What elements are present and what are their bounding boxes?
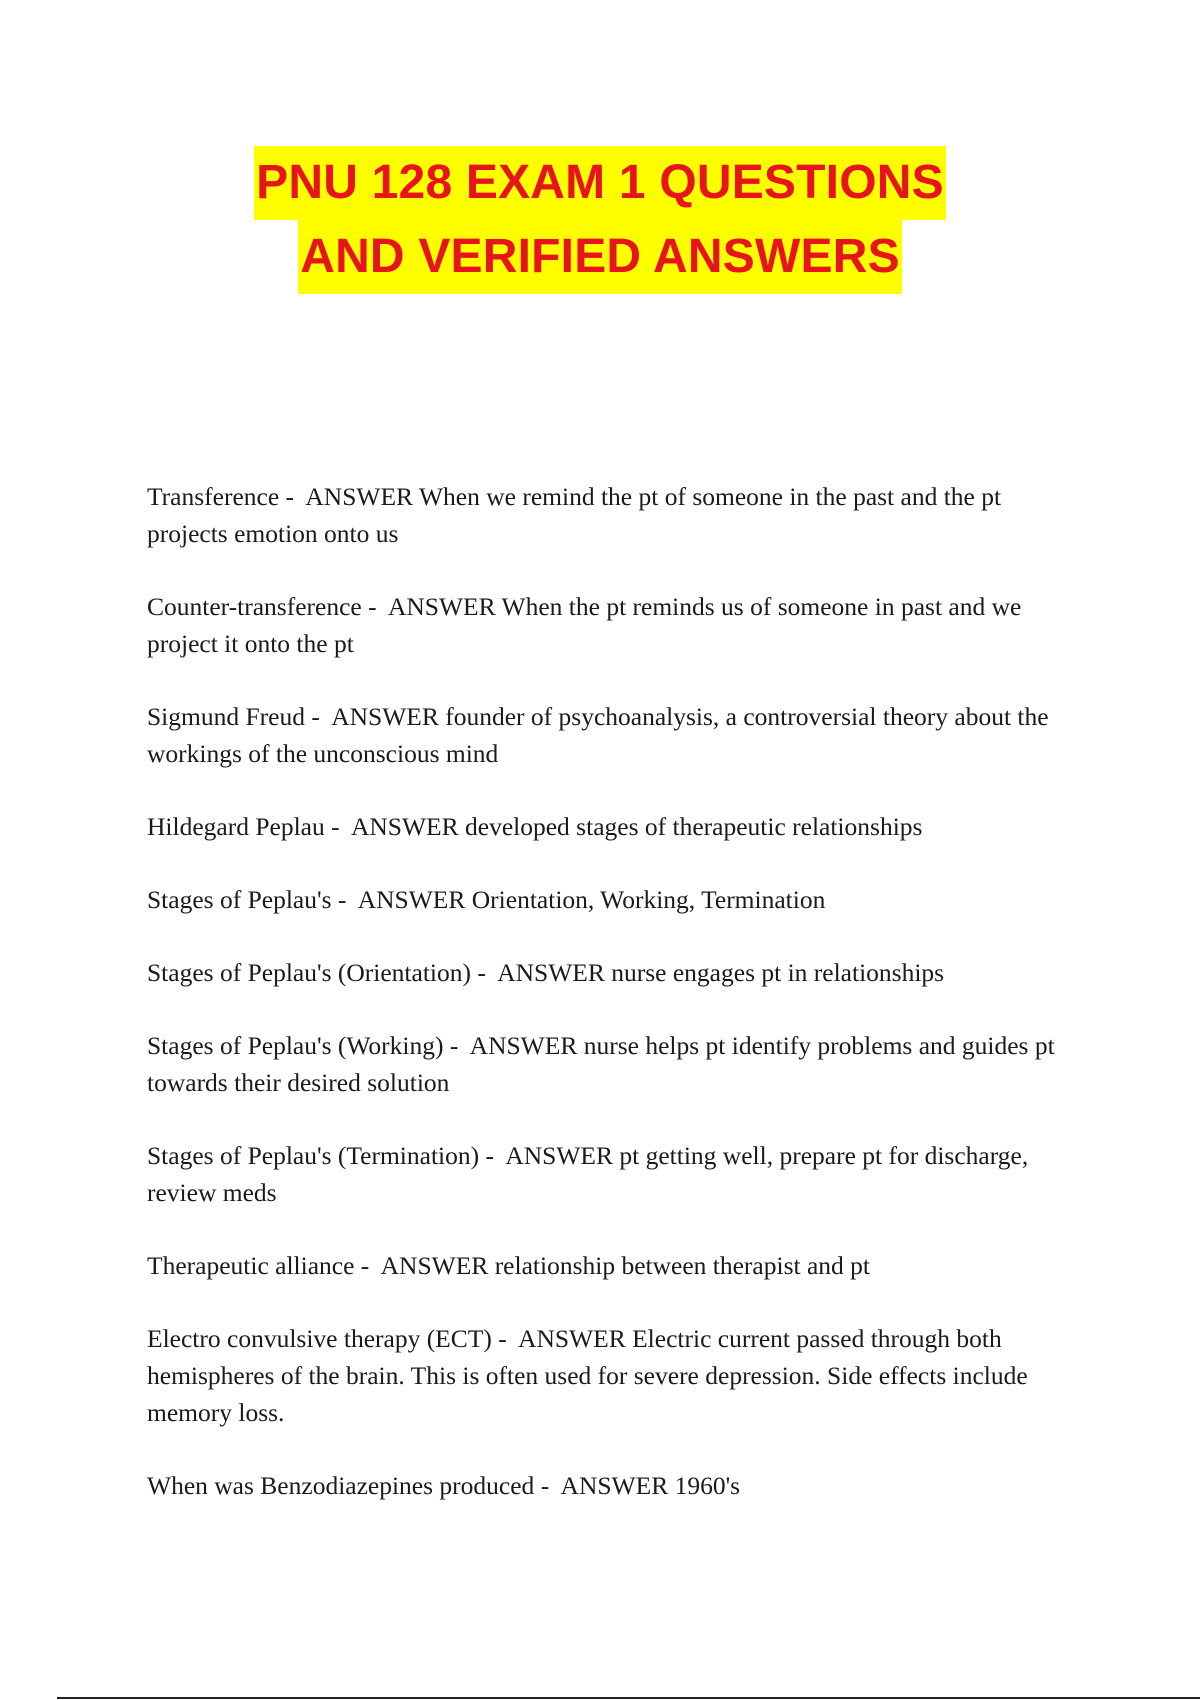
qa-item bbox=[147, 478, 1067, 552]
qa-term: Stages of Peplau's (Termination) - bbox=[147, 1141, 505, 1170]
qa-answer: pt getting well, prepare pt for discharge, review meds bbox=[147, 1141, 1029, 1207]
answer-label: ANSWER bbox=[350, 812, 459, 841]
qa-item bbox=[147, 1247, 1067, 1284]
title-line-1: PNU 128 EXAM 1 QUESTIONS bbox=[254, 146, 946, 220]
answer-label: ANSWER bbox=[518, 1324, 626, 1353]
qa-answer: nurse engages pt in relationships bbox=[611, 958, 945, 987]
qa-term: Hildegard Peplau - bbox=[147, 812, 351, 841]
qa-list bbox=[147, 478, 1067, 1540]
qa-item bbox=[147, 1320, 1067, 1431]
qa-answer: nurse helps pt identify problems and guides pt towards their desired solution bbox=[147, 1031, 1055, 1097]
answer-label: ANSWER bbox=[560, 1471, 669, 1500]
qa-term: Electro convulsive therapy (ECT) - bbox=[147, 1324, 518, 1353]
qa-answer: 1960's bbox=[674, 1471, 741, 1500]
qa-item bbox=[147, 588, 1067, 662]
qa-item bbox=[147, 881, 1067, 918]
title-line-2: AND VERIFIED ANSWERS bbox=[298, 220, 902, 294]
qa-item bbox=[147, 808, 1067, 845]
qa-item bbox=[147, 1467, 1067, 1504]
answer-label: ANSWER bbox=[469, 1031, 578, 1060]
qa-item bbox=[147, 1137, 1067, 1211]
qa-answer: When the pt reminds us of someone in past and we project it onto the pt bbox=[147, 592, 1022, 658]
answer-label: ANSWER bbox=[505, 1141, 614, 1170]
qa-term: Stages of Peplau's - bbox=[147, 885, 358, 914]
qa-term: Sigmund Freud - bbox=[147, 702, 331, 731]
qa-item bbox=[147, 1027, 1067, 1101]
answer-label: ANSWER bbox=[497, 958, 605, 987]
qa-item bbox=[147, 954, 1067, 991]
answer-label: ANSWER bbox=[331, 702, 439, 731]
footer-divider bbox=[57, 1697, 1200, 1699]
document-title bbox=[0, 146, 1200, 294]
qa-term: Counter-transference - bbox=[147, 592, 388, 621]
qa-answer: relationship between therapist and pt bbox=[494, 1251, 870, 1280]
answer-label: ANSWER bbox=[380, 1251, 489, 1280]
qa-answer: developed stages of therapeutic relationships bbox=[465, 812, 923, 841]
answer-label: ANSWER bbox=[357, 885, 466, 914]
answer-label: ANSWER bbox=[387, 592, 496, 621]
qa-answer: founder of psychoanalysis, a controversial theory about the workings of the unconscious mind bbox=[147, 702, 1049, 768]
qa-term: Stages of Peplau's (Orientation) - bbox=[147, 958, 497, 987]
qa-answer: Electric current passed through both hemispheres of the brain. This is often used for severe depression. Side effects include memory loss. bbox=[147, 1324, 1028, 1427]
qa-answer: When we remind the pt of someone in the past and the pt projects emotion onto us bbox=[147, 482, 1002, 548]
qa-term: When was Benzodiazepines produced - bbox=[147, 1471, 561, 1500]
qa-term: Transference - bbox=[147, 482, 305, 511]
qa-item bbox=[147, 698, 1067, 772]
qa-answer: Orientation, Working, Termination bbox=[471, 885, 826, 914]
answer-label: ANSWER bbox=[305, 482, 414, 511]
qa-term: Stages of Peplau's (Working) - bbox=[147, 1031, 470, 1060]
qa-term: Therapeutic alliance - bbox=[147, 1251, 381, 1280]
